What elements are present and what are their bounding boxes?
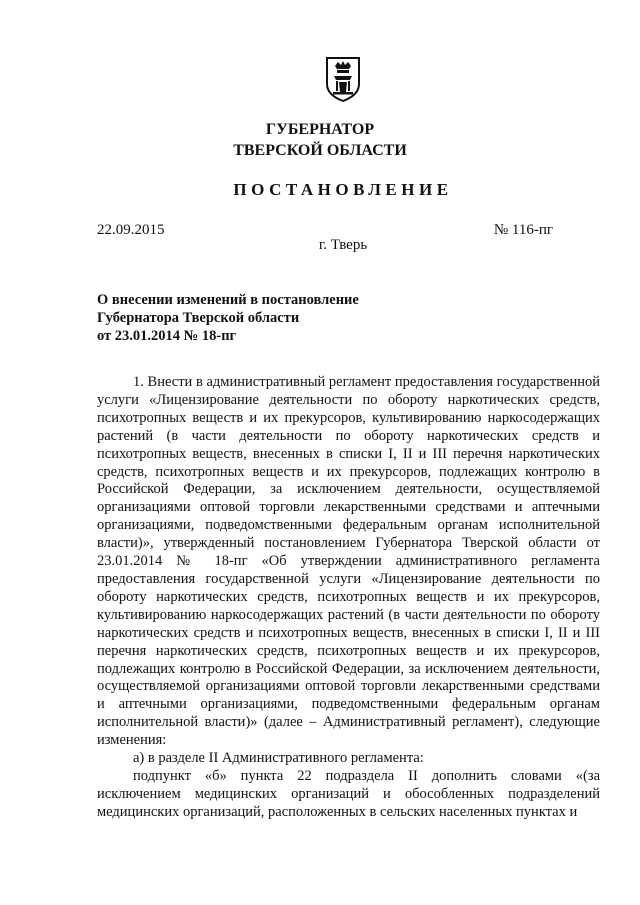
coat-of-arms-icon [325, 56, 361, 102]
document-number: № 116-пг [493, 222, 553, 238]
body-paragraph: подпункт «б» пункта 22 подраздела II дополнить словами «(за исключением медицинских организаций и обособленных подразделений медицинских организаций, расположенных в сельских населенных пунктах и [97, 767, 600, 820]
document-subject [97, 291, 497, 345]
subject-line: от 23.01.2014 № 18-пг [97, 328, 237, 344]
document-body [97, 374, 600, 822]
subject-line: О внесении изменений в постановление [97, 292, 359, 308]
body-paragraph: 1. Внести в административный регламент предоставления государственной услуги «Лицензирование деятельности по обороту наркотических средств, психотропных веществ и их прекурсоров, культивированию наркосодержащих растений (в части деятельности по обороту наркотических средств и психотропных веществ, внесенных в списки I, II и III перечня наркотических средств, психотропных веществ и их прекурсоров, подлежащих контролю в Российской Федерации, за исключением деятельности, осуществляемой организациями оптовой торговли лекарственными средствами и аптечными организациями, подведомственными федеральным органам исполнительной власти)», утвержденный постановлением Губернатора Тверской области от 23.01.2014 № 18-пг «Об утверждении административного регламента предоставления государственной услуги «Лицензирование деятельности по обороту наркотических средств, психотропных веществ и их прекурсоров, культивированию наркосодержащих растений (в части деятельности по обороту наркотических средств и психотропных веществ, внесенных в списки I, II и III перечня наркотических средств, психотропных веществ и их прекурсоров, подлежащих контролю в Российской Федерации, за исключением деятельности, осуществляемой организациями оптовой торговли лекарственными средствами и аптечными организациями, подведомственными федеральным органам исполнительной власти)» (далее – Административный регламент), следующие изменения: [97, 374, 600, 749]
document-type: ПОСТАНОВЛЕНИЕ [233, 180, 453, 199]
body-paragraph: а) в разделе II Административного регламента: [133, 750, 424, 767]
document-city: г. Тверь [318, 237, 368, 253]
document-date: 22.09.2015 [97, 222, 165, 238]
subject-line: Губернатора Тверской области [97, 310, 300, 326]
issuer-title-line1: ГУБЕРНАТОР [265, 121, 375, 138]
issuer-title-line2: ТВЕРСКОЙ ОБЛАСТИ [233, 142, 407, 159]
